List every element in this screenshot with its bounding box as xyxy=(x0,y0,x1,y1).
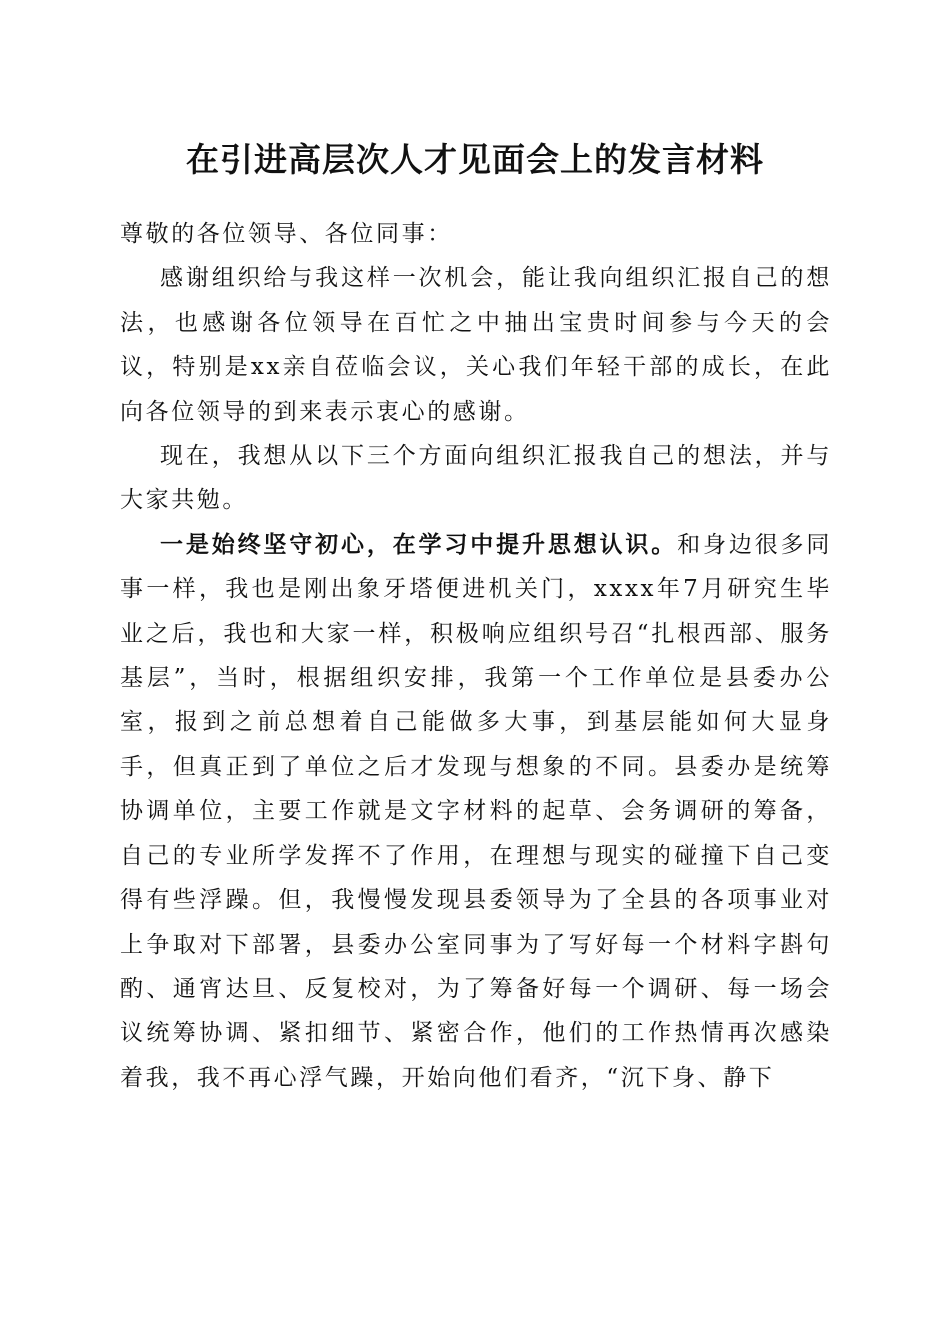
paragraph-text: 和身边很多同事一样，我也是刚出象牙塔便进机关门，xxxx年7月研究生毕业之后，我也和大家一样，积极响应组织号召“扎根西部、服务基层”，当时，根据组织安排，我第一个工作单位是县委办公室，报到之前总想着自己能做多大事，到基层能如何大显身手，但真正到了单位之后才发现与想象的不同。县委办是统筹协调单位，主要工作就是文字材料的起草、会务调研的筹备，自己的专业所学发挥不了作用，在理想与现实的碰撞下自己变得有些浮躁。但，我慢慢发现县委领导为了全县的各项事业对上争取对下部署，县委办公室同事为了写好每一个材料字斟句酌、通宵达旦、反复校对，为了筹备好每一个调研、每一场会议统筹协调、紧扣细节、紧密合作，他们的工作热情再次感染着我，我不再心浮气躁，开始向他们看齐，“沉下身、静下 xyxy=(120,531,833,1091)
salutation: 尊敬的各位领导、各位同事： xyxy=(120,221,453,247)
paragraph-text: 现在，我想从以下三个方面向组织汇报我自己的想法，并与大家共勉。 xyxy=(120,443,832,514)
paragraph-text: 感谢组织给与我这样一次机会，能让我向组织汇报自己的想法，也感谢各位领导在百忙之中抽出宝贵时间参与今天的会议，特别是xx亲自莅临会议，关心我们年轻干部的成长，在此向各位领导的到来表示衷心的感谢。 xyxy=(120,265,832,425)
document-title: 在引进高层次人才见面会上的发言材料 xyxy=(186,140,764,179)
paragraph-thanks xyxy=(120,256,832,434)
paragraph-lead: 一是始终坚守初心，在学习中提升思想认识。 xyxy=(160,530,678,558)
document-body xyxy=(120,212,832,1100)
paragraph-intro xyxy=(120,434,832,523)
paragraph-point-one xyxy=(120,523,832,1100)
